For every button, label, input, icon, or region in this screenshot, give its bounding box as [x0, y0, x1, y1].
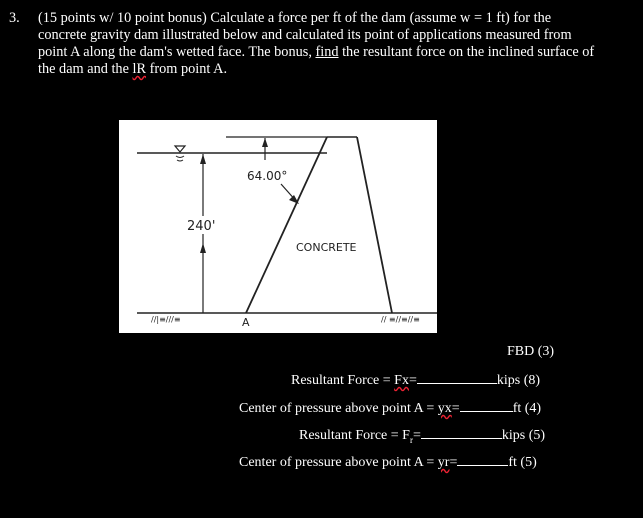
answer-line-3-units: kips (5)	[501, 428, 546, 443]
problem-text-part2: the resultant force on the inclined surface of the dam and the	[38, 44, 595, 77]
dam-downstream-face	[357, 137, 392, 313]
ground-hatch-right: // ≡//≡//≡	[381, 315, 420, 324]
ground-hatch-left: //|≡///≡	[151, 315, 181, 324]
answer-line-1-var: Fx	[394, 373, 409, 388]
answer-line-3-sub: r	[409, 434, 413, 445]
answer-line-2-equals: =	[451, 401, 460, 416]
problem-text	[38, 10, 598, 78]
answer-line-4-label: Center of pressure above point A =	[239, 455, 438, 470]
problem-text-part1: (15 points w/ 10 point bonus) Calculate a force per ft of the dam (assume w = 1 ft) for the concrete gravity dam illustrated below and calculated its point of applications measured from point A along the dam's wetted face. The bonus,	[38, 10, 572, 60]
height-arrow-bottom	[200, 243, 206, 253]
answer-line-3-equals: =	[412, 428, 421, 443]
problem-number: 3.	[9, 10, 20, 26]
answer-line-2-units: ft (4)	[512, 401, 542, 416]
answer-line-4-equals: =	[449, 455, 458, 470]
answer-line-4-blank[interactable]	[457, 453, 508, 466]
answer-line-1-blank[interactable]	[417, 371, 497, 384]
dam-diagram	[119, 120, 437, 333]
concrete-label: CONCRETE	[296, 241, 357, 254]
lr-symbol: lR	[132, 61, 147, 77]
answer-line-2-blank[interactable]	[460, 399, 513, 412]
answer-line-1-label: Resultant Force =	[291, 373, 395, 388]
answer-line-2	[239, 399, 541, 417]
answer-line-3-label: Resultant Force = F	[299, 428, 410, 443]
answer-line-1-units: kips (8)	[496, 373, 541, 388]
angle-label: 64.00°	[247, 169, 288, 183]
answer-line-3	[299, 426, 545, 448]
answer-line-4	[239, 453, 537, 471]
dam-wetted-face	[246, 137, 327, 313]
answer-line-1-equals: =	[408, 373, 417, 388]
point-a-label: A	[242, 316, 250, 329]
answer-line-4-var: yr	[437, 455, 450, 470]
answer-line-1	[291, 371, 540, 389]
find-word: find	[315, 44, 339, 60]
height-label: 240'	[187, 219, 216, 234]
answer-line-4-units: ft (5)	[508, 455, 537, 470]
problem-text-part3: from point A.	[146, 61, 228, 77]
dam-figure	[119, 120, 437, 333]
angle-arrow-top-head	[262, 138, 268, 147]
answer-line-2-var: yx	[437, 401, 452, 416]
fbd-label: FBD (3)	[507, 344, 555, 359]
answer-line-3-blank[interactable]	[421, 426, 502, 439]
height-arrow-top	[200, 154, 206, 164]
answer-line-2-label: Center of pressure above point A =	[239, 401, 438, 416]
